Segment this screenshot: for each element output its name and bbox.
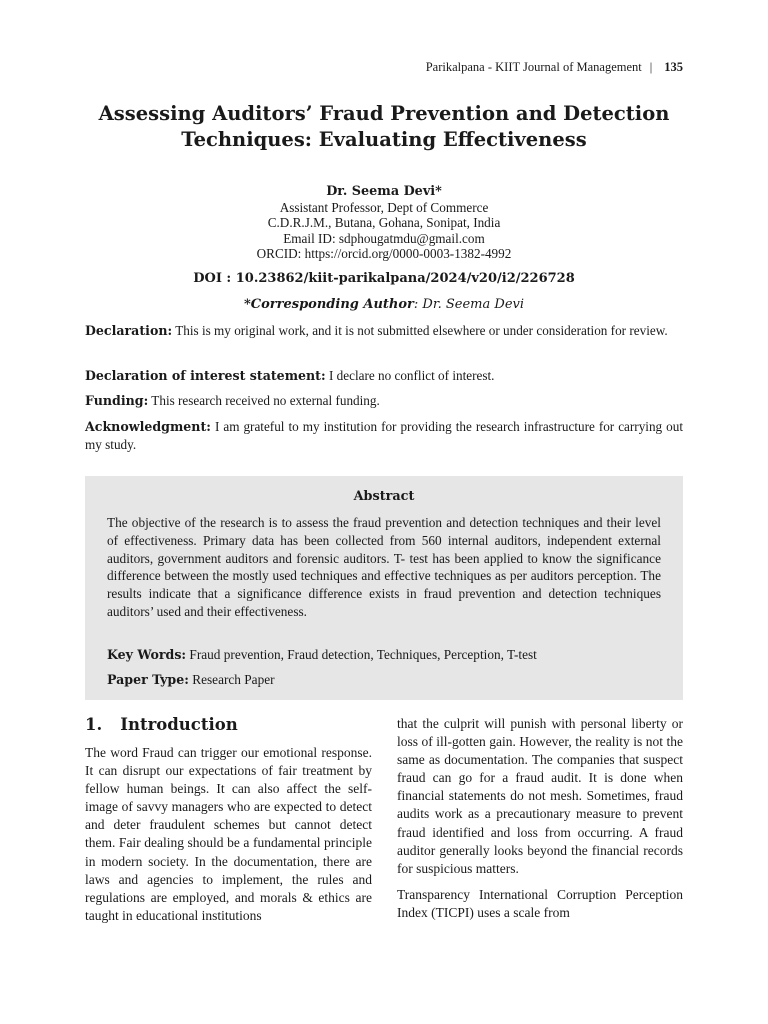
funding-text: This research received no external funding.	[148, 393, 380, 408]
declaration-text: This is my original work, and it is not submitted elsewhere or under consideration for review.	[172, 323, 668, 338]
corresponding-author	[84, 297, 684, 312]
left-column	[85, 744, 372, 933]
right-column	[397, 715, 683, 930]
author-block	[84, 184, 684, 262]
corresponding-author-label: *Corresponding Author	[243, 297, 414, 312]
declaration-label: Declaration:	[85, 323, 173, 338]
funding	[85, 392, 683, 410]
acknowledgment-text: I am grateful to my institution for providing the research infrastructure for carrying out my study.	[85, 419, 683, 452]
abstract-body: The objective of the research is to assess the fraud prevention and detection techniques and their level of effectiveness. Primary data has been collected from 560 internal auditors, independent external auditors, government auditors and forensic auditors. T- test has been applied to know the significance difference between the mostly used techniques and effective techniques as per auditors perception. The results indicate that a significance difference exists in fraud prevention and detection techniques auditors’ used and their effectiveness.	[107, 515, 661, 619]
page-number: 135	[664, 60, 683, 74]
section-heading	[85, 715, 238, 734]
acknowledgment-label: Acknowledgment:	[85, 419, 211, 434]
interest-statement-text: I declare no conflict of interest.	[325, 368, 495, 383]
abstract-box	[85, 476, 683, 700]
corresponding-author-value: : Dr. Seema Devi	[413, 297, 525, 312]
section-number: 1.	[85, 715, 103, 734]
keywords-label: Key Words:	[107, 647, 187, 662]
running-head	[426, 60, 683, 75]
interest-statement	[85, 367, 683, 385]
author-email: Email ID: sdphougatmdu@gmail.com	[283, 230, 485, 246]
author-orcid: ORCID: https://orcid.org/0000-0003-1382-4992	[256, 246, 512, 261]
author-position: Assistant Professor, Dept of Commerce	[279, 199, 489, 215]
keywords	[107, 647, 661, 663]
abstract-heading: Abstract	[353, 489, 415, 504]
paper-title-line-2: Techniques: Evaluating Effectiveness	[181, 128, 587, 151]
doi: DOI : 10.23862/kiit-parikalpana/2024/v20/i2/226728	[193, 271, 575, 286]
paper-type-text: Research Paper	[188, 672, 275, 687]
paper-type	[107, 672, 661, 688]
interest-statement-label: Declaration of interest statement:	[85, 368, 326, 383]
keywords-text: Fraud prevention, Fraud detection, Techniques, Perception, T-test	[186, 647, 537, 662]
author-name: Dr. Seema Devi*	[326, 184, 442, 199]
acknowledgment	[85, 418, 683, 454]
paper-title-line-1: Assessing Auditors’ Fraud Prevention and Detection	[98, 102, 670, 125]
body-paragraph: The word Fraud can trigger our emotional response. It can disrupt our expectations of fair treatment by fellow human beings. It can also affect the self-image of savvy managers who are expected to detect and deter fraudulent schemes but cannot detect them. Fair dealing should be a fundamental principle in modern society. In the documentation, there are laws and agencies to implement, the rules and regulations are employed, and morals & ethics are taught in educational institutions	[85, 745, 372, 923]
body-paragraph: Transparency International Corruption Perception Index (TICPI) uses a scale from	[397, 886, 683, 920]
body-paragraph: that the culprit will punish with personal liberty or loss of ill-gotten gain. However, the reality is not the same as documentation. The companies that suspect fraud can go for a fraud audit. It is done when financial statements do not mesh. Sometimes, fraud audits work as a precautionary measure to prevent fraud identified and loss from occurring. A fraud auditor generally looks beyond the financial records for suspicious matters.	[397, 716, 683, 876]
paper-title	[84, 101, 684, 153]
header-separator: |	[649, 60, 653, 74]
author-affiliation: C.D.R.J.M., Butana, Gohana, Sonipat, India	[267, 215, 501, 230]
journal-name: Parikalpana - KIIT Journal of Management	[425, 60, 642, 74]
declaration	[85, 322, 683, 340]
paper-type-label: Paper Type:	[107, 672, 189, 687]
funding-label: Funding:	[85, 393, 149, 408]
section-title: Introduction	[120, 715, 238, 734]
